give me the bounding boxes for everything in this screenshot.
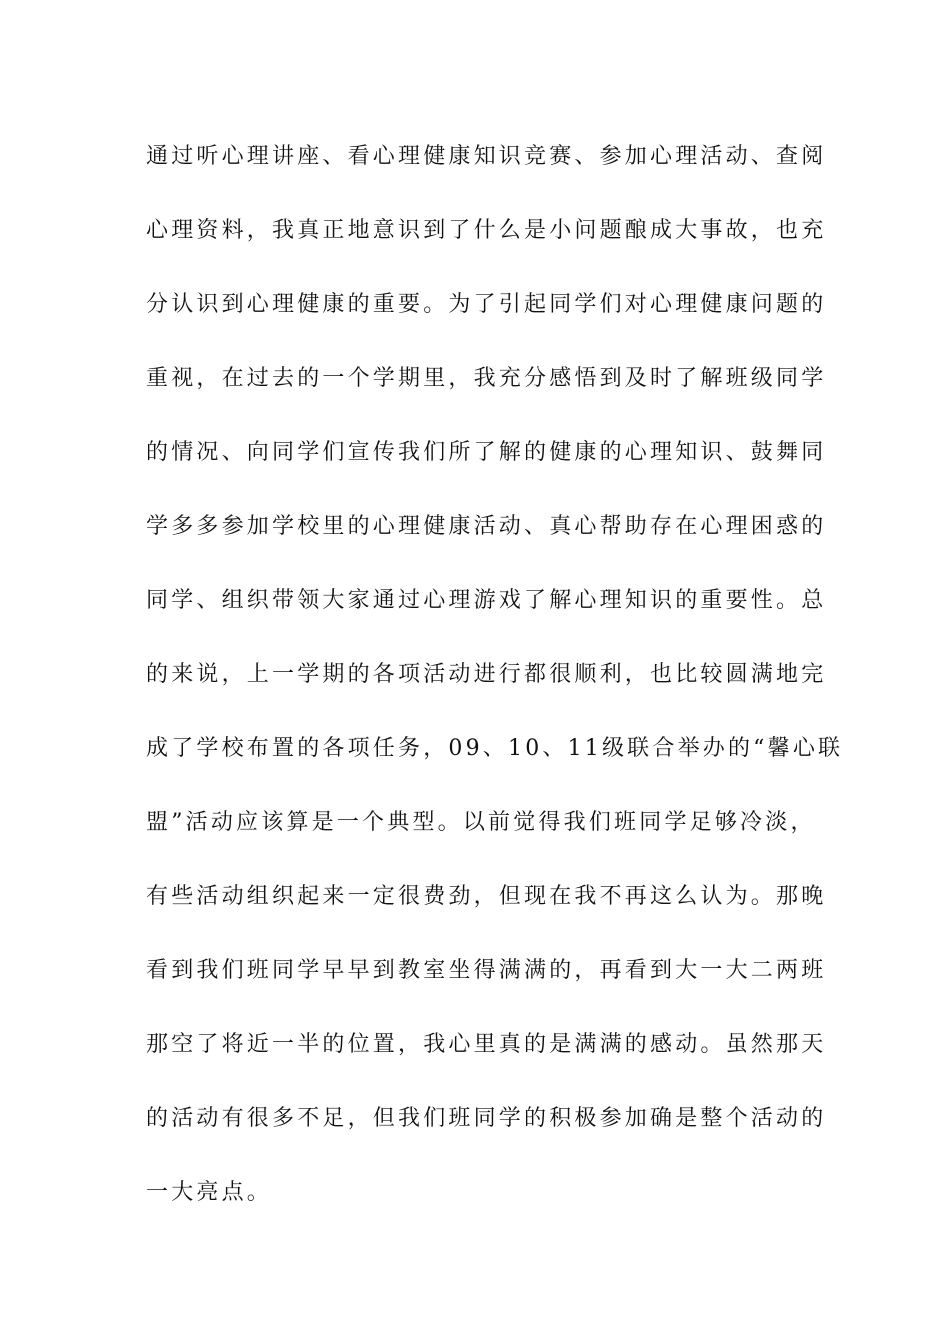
paragraph-line: 同学、组织带领大家通过心理游戏了解心理知识的重要性。总 [146, 588, 827, 613]
paragraph-line: 成了学校布置的各项任务，09、10、11级联合举办的“馨心联 [146, 736, 844, 761]
paragraph-line: 重视，在过去的一个学期里，我充分感悟到及时了解班级同学 [146, 366, 827, 391]
paragraph-line: 学多多参加学校里的心理健康活动、真心帮助存在心理困惑的 [146, 514, 827, 539]
paragraph-line: 通过听心理讲座、看心理健康知识竞赛、参加心理活动、查阅 [146, 144, 827, 169]
paragraph-line: 心理资料，我真正地意识到了什么是小问题酿成大事故，也充 [146, 218, 827, 243]
paragraph-line: 一大亮点。 [146, 1180, 273, 1205]
paragraph-line: 那空了将近一半的位置，我心里真的是满满的感动。虽然那天 [146, 1032, 827, 1057]
paragraph-line: 看到我们班同学早早到教室坐得满满的，再看到大一大二两班 [146, 958, 827, 983]
paragraph-line: 分认识到心理健康的重要。为了引起同学们对心理健康问题的 [146, 292, 827, 317]
body-paragraph [146, 130, 844, 1240]
paragraph-line: 有些活动组织起来一定很费劲，但现在我不再这么认为。那晚 [146, 884, 827, 909]
paragraph-line: 的活动有很多不足，但我们班同学的积极参加确是整个活动的 [146, 1106, 827, 1131]
paragraph-line: 的情况、向同学们宣传我们所了解的健康的心理知识、鼓舞同 [146, 440, 827, 465]
paragraph-line: 盟”活动应该算是一个典型。以前觉得我们班同学足够冷淡， [146, 810, 816, 835]
paragraph-line: 的来说，上一学期的各项活动进行都很顺利，也比较圆满地完 [146, 662, 827, 687]
